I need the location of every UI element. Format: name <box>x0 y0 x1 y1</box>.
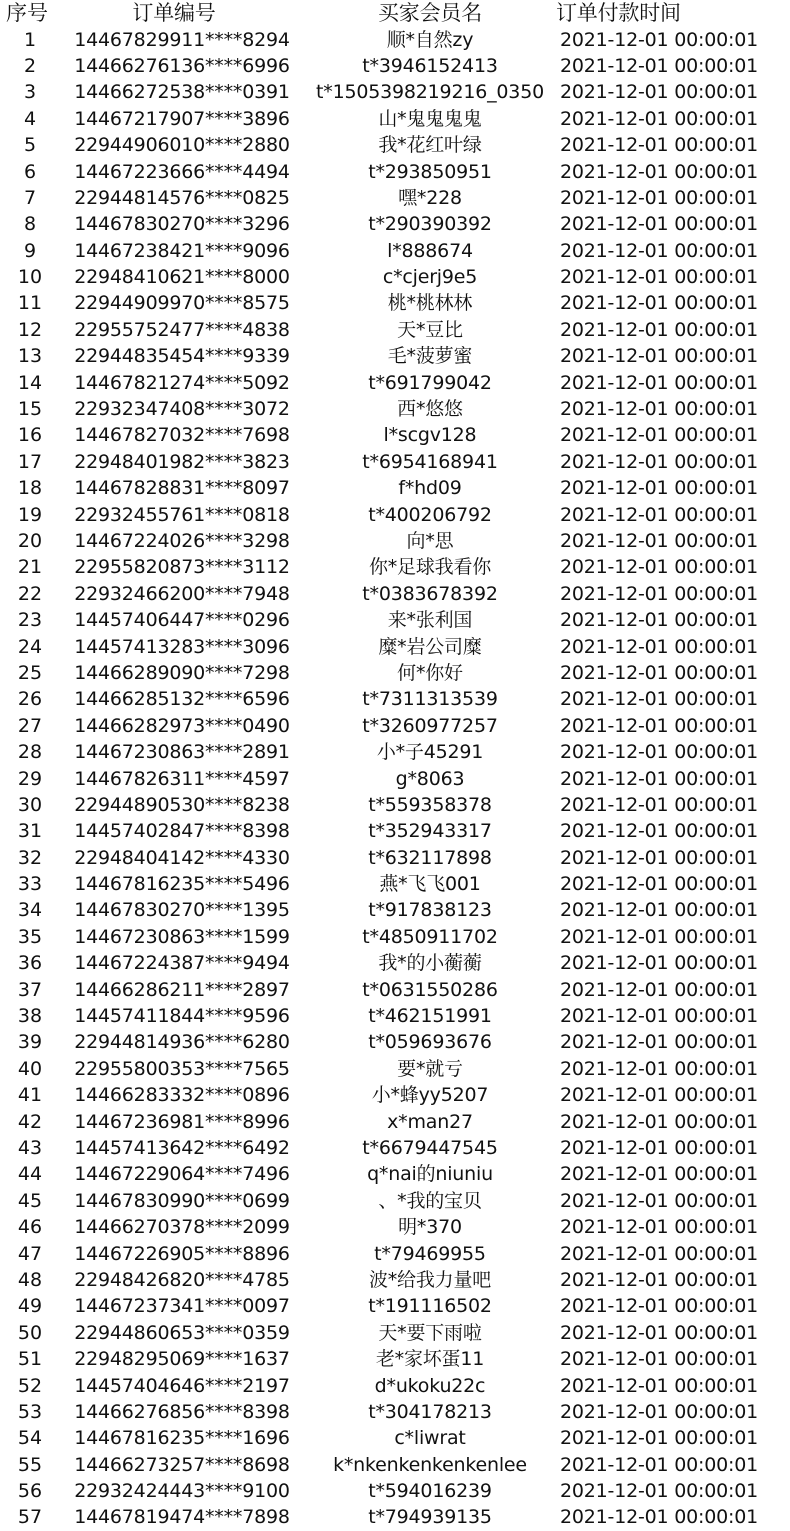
order-number: 14467224026****3298 <box>74 530 290 552</box>
table-header <box>0 0 790 26</box>
buyer-name: t*059693676 <box>368 1031 492 1054</box>
buyer-name: t*632117898 <box>368 846 492 869</box>
payment-time: 2021-12-01 00:00:01 <box>560 81 758 104</box>
buyer-name: 天*豆比 <box>397 318 463 341</box>
row-index: 12 <box>17 318 43 341</box>
buyer-name: 明*370 <box>398 1216 462 1239</box>
table-row <box>0 132 790 158</box>
payment-time: 2021-12-01 00:00:01 <box>560 609 758 632</box>
buyer-name: 老*家坏蛋11 <box>375 1348 485 1371</box>
order-number: 22932466200****7948 <box>74 582 290 605</box>
table-row <box>0 1425 790 1451</box>
table-row <box>0 713 790 739</box>
row-index: 9 <box>23 239 37 262</box>
buyer-name: 小*子45291 <box>376 741 484 764</box>
order-number: 14467816235****5496 <box>74 873 290 896</box>
table-row <box>0 607 790 633</box>
row-index: 24 <box>17 635 43 658</box>
buyer-name: k*nkenkenkenkenlee <box>333 1453 527 1476</box>
buyer-name: t*917838123 <box>368 899 492 922</box>
buyer-name: 波*给我力量吧 <box>368 1268 492 1291</box>
row-index: 51 <box>17 1348 43 1371</box>
order-number: 14457411844****9596 <box>74 1005 290 1028</box>
table-row <box>0 845 790 871</box>
payment-time: 2021-12-01 00:00:01 <box>560 846 758 869</box>
table-row <box>0 792 790 818</box>
row-index: 6 <box>23 160 37 183</box>
table-row <box>0 1003 790 1029</box>
payment-time: 2021-12-01 00:00:01 <box>560 1163 758 1186</box>
order-number: 14467827032****7698 <box>74 424 290 447</box>
row-index: 47 <box>17 1242 43 1265</box>
header-order-number: 订单编号 <box>132 1 216 26</box>
order-number: 22944814936****6280 <box>74 1031 290 1054</box>
order-number: 14467238421****9096 <box>74 239 290 262</box>
payment-time: 2021-12-01 00:00:01 <box>560 1321 758 1344</box>
buyer-name: t*79469955 <box>374 1242 486 1265</box>
order-number: 22932424443****9100 <box>74 1480 290 1503</box>
buyer-name: d*ukoku22c <box>374 1374 486 1397</box>
table-row <box>0 1372 790 1398</box>
payment-time: 2021-12-01 00:00:01 <box>560 793 758 816</box>
order-number: 22955820873****3112 <box>74 556 290 579</box>
order-number: 22948404142****4330 <box>74 846 290 869</box>
order-number: 14467236981****8996 <box>74 1110 290 1133</box>
buyer-name: q*nai的niuniu <box>367 1163 493 1186</box>
payment-time: 2021-12-01 00:00:01 <box>560 767 758 790</box>
payment-time: 2021-12-01 00:00:01 <box>560 450 758 473</box>
buyer-name: c*cjerj9e5 <box>382 266 478 289</box>
table-row <box>0 1451 790 1477</box>
payment-time: 2021-12-01 00:00:01 <box>560 925 758 948</box>
table-row <box>0 897 790 923</box>
row-index: 34 <box>17 899 43 922</box>
table-row <box>0 106 790 132</box>
table-row <box>0 79 790 105</box>
table-row <box>0 528 790 554</box>
row-index: 50 <box>17 1321 43 1344</box>
payment-time: 2021-12-01 00:00:01 <box>560 1005 758 1028</box>
buyer-name: t*594016239 <box>368 1480 492 1503</box>
buyer-name: t*6954168941 <box>362 450 498 473</box>
payment-time: 2021-12-01 00:00:01 <box>560 54 758 77</box>
table-row <box>0 1478 790 1504</box>
buyer-name: 西*悠悠 <box>397 398 463 421</box>
payment-time: 2021-12-01 00:00:01 <box>560 952 758 975</box>
order-number: 14466285132****6596 <box>74 688 290 711</box>
table-row <box>0 1504 790 1530</box>
order-number: 22955800353****7565 <box>74 1057 290 1080</box>
order-number: 22944835454****9339 <box>74 345 290 368</box>
row-index: 49 <box>17 1295 43 1318</box>
row-index: 39 <box>17 1031 43 1054</box>
payment-time: 2021-12-01 00:00:01 <box>560 635 758 658</box>
buyer-name: t*4850911702 <box>362 925 498 948</box>
row-index: 54 <box>17 1427 43 1450</box>
buyer-name: t*400206792 <box>368 503 492 526</box>
buyer-name: t*352943317 <box>368 820 492 843</box>
buyer-name: c*liwrat <box>394 1427 466 1450</box>
table-row <box>0 475 790 501</box>
buyer-name: 你*足球我看你 <box>368 556 492 579</box>
order-number: 14467226905****8896 <box>74 1242 290 1265</box>
row-index: 8 <box>23 213 37 236</box>
payment-time: 2021-12-01 00:00:01 <box>560 398 758 421</box>
row-index: 4 <box>23 107 37 130</box>
order-number: 22944814576****0825 <box>74 186 290 209</box>
row-index: 55 <box>17 1453 43 1476</box>
buyer-name: 我*的小蘅蘅 <box>378 952 482 975</box>
order-number: 14457413642****6492 <box>74 1136 290 1159</box>
payment-time: 2021-12-01 00:00:01 <box>560 556 758 579</box>
table-row <box>0 686 790 712</box>
payment-time: 2021-12-01 00:00:01 <box>560 28 758 51</box>
table-row <box>0 26 790 52</box>
row-index: 5 <box>23 134 37 157</box>
order-number: 14466283332****0896 <box>74 1084 290 1107</box>
buyer-name: 我*花红叶绿 <box>378 134 482 157</box>
payment-time: 2021-12-01 00:00:01 <box>560 213 758 236</box>
order-number: 14467224387****9494 <box>74 952 290 975</box>
order-number: 22944860653****0359 <box>74 1321 290 1344</box>
payment-time: 2021-12-01 00:00:01 <box>560 1084 758 1107</box>
table-row <box>0 1293 790 1319</box>
payment-time: 2021-12-01 00:00:01 <box>560 266 758 289</box>
buyer-name: t*3260977257 <box>362 714 498 737</box>
table-row <box>0 1056 790 1082</box>
header-buyer-name: 买家会员名 <box>378 1 482 26</box>
buyer-name: l*scgv128 <box>383 424 477 447</box>
payment-time: 2021-12-01 00:00:01 <box>560 1268 758 1291</box>
buyer-name: 毛*菠萝蜜 <box>387 345 473 368</box>
row-index: 43 <box>17 1136 43 1159</box>
payment-time: 2021-12-01 00:00:01 <box>560 899 758 922</box>
row-index: 36 <box>17 952 43 975</box>
table-row <box>0 501 790 527</box>
buyer-name: t*691799042 <box>368 371 492 394</box>
buyer-name: 燕*飞飞001 <box>379 873 481 896</box>
payment-time: 2021-12-01 00:00:01 <box>560 1453 758 1476</box>
table-row <box>0 633 790 659</box>
header-payment-time: 订单付款时间 <box>556 1 681 26</box>
header-index: 序号 <box>6 1 48 26</box>
row-index: 40 <box>17 1057 43 1080</box>
row-index: 27 <box>17 714 43 737</box>
payment-time: 2021-12-01 00:00:01 <box>560 661 758 684</box>
table-row <box>0 1214 790 1240</box>
row-index: 38 <box>17 1005 43 1028</box>
buyer-name: 要*就亏 <box>397 1057 463 1080</box>
row-index: 22 <box>17 582 43 605</box>
payment-time: 2021-12-01 00:00:01 <box>560 1480 758 1503</box>
row-index: 32 <box>17 846 43 869</box>
order-number: 14467826311****4597 <box>74 767 290 790</box>
order-number: 22948410621****8000 <box>74 266 290 289</box>
order-number: 14466272538****0391 <box>74 81 290 104</box>
table-row <box>0 422 790 448</box>
buyer-name: 糜*岩公司糜 <box>378 635 482 658</box>
buyer-name: 何*你好 <box>397 661 463 684</box>
row-index: 26 <box>17 688 43 711</box>
table-row <box>0 950 790 976</box>
buyer-name: 小*蜂yy5207 <box>371 1084 489 1107</box>
row-index: 35 <box>17 925 43 948</box>
order-number: 22955752477****4838 <box>74 318 290 341</box>
buyer-name: 山*鬼鬼鬼鬼 <box>378 107 482 130</box>
table-row <box>0 1267 790 1293</box>
row-index: 2 <box>23 54 37 77</box>
order-number: 22932347408****3072 <box>74 398 290 421</box>
row-index: 15 <box>17 398 43 421</box>
payment-time: 2021-12-01 00:00:01 <box>560 1506 758 1529</box>
row-index: 16 <box>17 424 43 447</box>
order-number: 14467830990****0699 <box>74 1189 290 1212</box>
payment-time: 2021-12-01 00:00:01 <box>560 107 758 130</box>
buyer-name: t*559358378 <box>368 793 492 816</box>
table-row <box>0 554 790 580</box>
order-number: 22932455761****0818 <box>74 503 290 526</box>
payment-time: 2021-12-01 00:00:01 <box>560 1295 758 1318</box>
row-index: 17 <box>17 450 43 473</box>
payment-time: 2021-12-01 00:00:01 <box>560 477 758 500</box>
table-row <box>0 1108 790 1134</box>
row-index: 42 <box>17 1110 43 1133</box>
payment-time: 2021-12-01 00:00:01 <box>560 820 758 843</box>
payment-time: 2021-12-01 00:00:01 <box>560 1136 758 1159</box>
row-index: 33 <box>17 873 43 896</box>
row-index: 56 <box>17 1480 43 1503</box>
order-number: 14467816235****1696 <box>74 1427 290 1450</box>
table-row <box>0 1240 790 1266</box>
payment-time: 2021-12-01 00:00:01 <box>560 1031 758 1054</box>
order-number: 14466276136****6996 <box>74 54 290 77</box>
order-number: 14466270378****2099 <box>74 1216 290 1239</box>
payment-time: 2021-12-01 00:00:01 <box>560 582 758 605</box>
payment-time: 2021-12-01 00:00:01 <box>560 1427 758 1450</box>
table-row <box>0 158 790 184</box>
row-index: 37 <box>17 978 43 1001</box>
buyer-name: t*191116502 <box>368 1295 492 1318</box>
table-row <box>0 290 790 316</box>
order-number: 14457402847****8398 <box>74 820 290 843</box>
row-index: 53 <box>17 1400 43 1423</box>
payment-time: 2021-12-01 00:00:01 <box>560 134 758 157</box>
order-number: 14467819474****7898 <box>74 1506 290 1529</box>
order-number: 14466282973****0490 <box>74 714 290 737</box>
order-number: 22944890530****8238 <box>74 793 290 816</box>
row-index: 30 <box>17 793 43 816</box>
order-number: 14467223666****4494 <box>74 160 290 183</box>
row-index: 41 <box>17 1084 43 1107</box>
table-row <box>0 765 790 791</box>
table-row <box>0 317 790 343</box>
table-row <box>0 369 790 395</box>
buyer-name: x*man27 <box>387 1110 473 1133</box>
payment-time: 2021-12-01 00:00:01 <box>560 1216 758 1239</box>
payment-time: 2021-12-01 00:00:01 <box>560 292 758 315</box>
buyer-name: l*888674 <box>387 239 473 262</box>
row-index: 20 <box>17 530 43 552</box>
row-index: 3 <box>23 81 37 104</box>
table-row <box>0 211 790 237</box>
row-index: 18 <box>17 477 43 500</box>
order-number: 14457413283****3096 <box>74 635 290 658</box>
order-number: 14467829911****8294 <box>74 28 290 51</box>
table-row <box>0 1082 790 1108</box>
buyer-name: t*0631550286 <box>362 978 498 1001</box>
buyer-name: t*3946152413 <box>362 54 498 77</box>
payment-time: 2021-12-01 00:00:01 <box>560 873 758 896</box>
payment-time: 2021-12-01 00:00:01 <box>560 1110 758 1133</box>
table-row <box>0 185 790 211</box>
table-row <box>0 871 790 897</box>
order-number: 14467830270****1395 <box>74 899 290 922</box>
row-index: 14 <box>17 371 43 394</box>
buyer-name: t*0383678392 <box>362 582 498 605</box>
payment-time: 2021-12-01 00:00:01 <box>560 1189 758 1212</box>
buyer-name: t*290390392 <box>368 213 492 236</box>
row-index: 28 <box>17 741 43 764</box>
payment-time: 2021-12-01 00:00:01 <box>560 741 758 764</box>
table-row <box>0 976 790 1002</box>
row-index: 19 <box>17 503 43 526</box>
payment-time: 2021-12-01 00:00:01 <box>560 424 758 447</box>
table-row <box>0 1161 790 1187</box>
row-index: 10 <box>17 266 43 289</box>
row-index: 29 <box>17 767 43 790</box>
order-number: 14467821274****5092 <box>74 371 290 394</box>
payment-time: 2021-12-01 00:00:01 <box>560 186 758 209</box>
table-row <box>0 53 790 79</box>
order-number: 22948401982****3823 <box>74 450 290 473</box>
order-number: 14467230863****1599 <box>74 925 290 948</box>
order-number: 22948426820****4785 <box>74 1268 290 1291</box>
table-row <box>0 1346 790 1372</box>
table-row <box>0 1399 790 1425</box>
payment-time: 2021-12-01 00:00:01 <box>560 1374 758 1397</box>
row-index: 25 <box>17 661 43 684</box>
header-row <box>0 0 790 26</box>
payment-time: 2021-12-01 00:00:01 <box>560 503 758 526</box>
payment-time: 2021-12-01 00:00:01 <box>560 160 758 183</box>
payment-time: 2021-12-01 00:00:01 <box>560 1242 758 1265</box>
buyer-name: t*6679447545 <box>362 1136 498 1159</box>
buyer-name: t*794939135 <box>368 1506 492 1529</box>
payment-time: 2021-12-01 00:00:01 <box>560 978 758 1001</box>
table-row <box>0 396 790 422</box>
row-index: 52 <box>17 1374 43 1397</box>
table-row <box>0 660 790 686</box>
order-number: 14466273257****8698 <box>74 1453 290 1476</box>
buyer-name: t*1505398219216_0350 <box>316 81 544 104</box>
order-number: 14467217907****3896 <box>74 107 290 130</box>
buyer-name: 天*要下雨啦 <box>378 1321 482 1344</box>
buyer-name: t*304178213 <box>368 1400 492 1423</box>
row-index: 1 <box>23 28 37 51</box>
order-number: 22944909970****8575 <box>74 292 290 315</box>
payment-time: 2021-12-01 00:00:01 <box>560 1400 758 1423</box>
row-index: 11 <box>17 292 43 315</box>
payment-time: 2021-12-01 00:00:01 <box>560 714 758 737</box>
payment-time: 2021-12-01 00:00:01 <box>560 1057 758 1080</box>
table-row <box>0 924 790 950</box>
row-index: 7 <box>23 186 37 209</box>
table-row <box>0 1320 790 1346</box>
order-number: 14457404646****2197 <box>74 1374 290 1397</box>
table-row <box>0 238 790 264</box>
table-row <box>0 1029 790 1055</box>
order-number: 22944906010****2880 <box>74 134 290 157</box>
buyer-name: t*293850951 <box>368 160 492 183</box>
table-row <box>0 343 790 369</box>
row-index: 45 <box>17 1189 43 1212</box>
table-row <box>0 1135 790 1161</box>
payment-time: 2021-12-01 00:00:01 <box>560 1348 758 1371</box>
buyer-name: 嘿*228 <box>398 186 462 209</box>
order-number: 14457406447****0296 <box>74 609 290 632</box>
order-number: 14466289090****7298 <box>74 661 290 684</box>
payment-time: 2021-12-01 00:00:01 <box>560 345 758 368</box>
table-row <box>0 818 790 844</box>
order-number: 14467830270****3296 <box>74 213 290 236</box>
payment-time: 2021-12-01 00:00:01 <box>560 239 758 262</box>
table-row <box>0 581 790 607</box>
order-number: 14466276856****8398 <box>74 1400 290 1423</box>
buyer-name: t*7311313539 <box>362 688 498 711</box>
order-number: 14467828831****8097 <box>74 477 290 500</box>
table-row <box>0 449 790 475</box>
order-number: 14466286211****2897 <box>74 978 290 1001</box>
buyer-name: 顺*自然zy <box>386 28 474 51</box>
table-row <box>0 1188 790 1214</box>
order-number: 14467230863****2891 <box>74 741 290 764</box>
table-row <box>0 739 790 765</box>
table-body <box>0 26 790 1530</box>
buyer-name: 向*思 <box>406 530 454 552</box>
buyer-name: g*8063 <box>395 767 465 790</box>
row-index: 48 <box>17 1268 43 1291</box>
row-index: 44 <box>17 1163 43 1186</box>
row-index: 31 <box>17 820 43 843</box>
order-number: 22948295069****1637 <box>74 1348 290 1371</box>
row-index: 13 <box>17 345 43 368</box>
order-number: 14467237341****0097 <box>74 1295 290 1318</box>
buyer-name: t*462151991 <box>368 1005 492 1028</box>
payment-time: 2021-12-01 00:00:01 <box>560 688 758 711</box>
row-index: 21 <box>17 556 43 579</box>
row-index: 57 <box>17 1506 43 1529</box>
buyer-name: 来*张利国 <box>387 609 473 632</box>
buyer-name: f*hd09 <box>398 477 462 500</box>
row-index: 23 <box>17 609 43 632</box>
buyer-name: 桃*桃林林 <box>387 292 473 315</box>
row-index: 46 <box>17 1216 43 1239</box>
payment-time: 2021-12-01 00:00:01 <box>560 318 758 341</box>
buyer-name: 、*我的宝贝 <box>378 1189 482 1212</box>
payment-time: 2021-12-01 00:00:01 <box>560 530 758 552</box>
payment-time: 2021-12-01 00:00:01 <box>560 371 758 394</box>
table-row <box>0 264 790 290</box>
order-number: 14467229064****7496 <box>74 1163 290 1186</box>
